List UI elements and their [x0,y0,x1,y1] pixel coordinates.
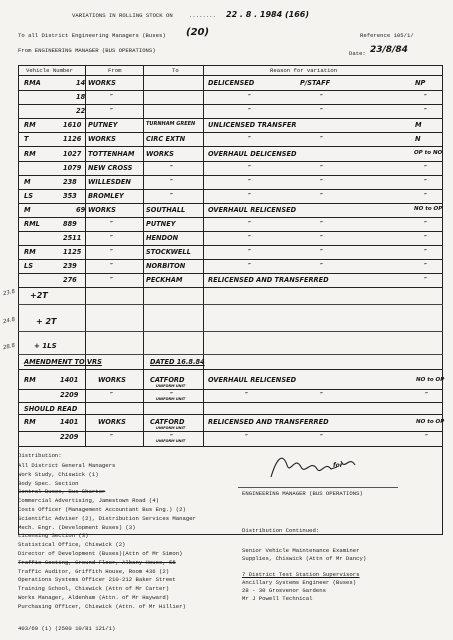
row-from: WORKS [88,79,116,87]
row-reason-2: ″ [320,234,323,243]
distribution-item: Scientific Adviser (2), Distribution Services Manager [18,514,196,522]
row-reason: OVERHAUL DELICENSED [208,149,297,158]
rule-a [18,304,443,305]
row-number: 889 [63,220,77,228]
row-note: ″ [424,234,427,243]
am-row1-reason: OVERHAUL RELICENSED [208,376,297,384]
rule-b [18,331,443,332]
row-reason: RELICENSED AND TRANSFERRED [208,276,329,285]
row-number: 69 [76,205,86,214]
row-rule [18,245,443,246]
am-row3-to: CATFORD [150,418,185,426]
to-line: To all District Engineering Managers (Buses) [18,32,166,39]
am-row3-class: RM [24,418,36,426]
distribution-item: Traffic Costing, Ground Floor, Albany House, 55 [18,558,176,566]
am-row2-to-sub: UNIFORM UNIT [156,397,186,401]
am-row1-number: 1401 [60,376,79,384]
row-note: ″ [424,220,427,228]
report-date: 22 . 8 . 1984 (166) [226,10,309,19]
row-to: SOUTHALL [146,205,186,214]
reference: Reference 105/1/ [360,32,414,39]
distribution-item: Works Manager, Aldenham (Attn. of Mr Hayward) [18,594,170,601]
row-to: NORBITON [146,262,186,271]
row-note: ″ [424,262,427,271]
distribution-item: Operations Systems Officer 210-212 Baker Street [18,576,176,584]
row-reason-2: ″ [320,248,323,257]
continued-heading: Distribution Continued: [242,527,320,534]
row-from: BROMLEY [88,191,124,200]
distribution-item: Purchasing Officer, Chiswick (Attn. of Mr Hillier) [18,602,186,610]
row-note: ″ [424,93,427,102]
title-dots: ........ [189,12,216,19]
row-reason: ″ [248,163,251,172]
signature-title: ENGINEERING MANAGER (BUS OPERATIONS) [242,490,363,497]
distribution-continued-item: Ancillary Systems Engineer (Buses) [242,579,357,586]
row-to: ″ [170,177,173,186]
margin-date-2: 24.8 [2,316,16,326]
distribution-continued-item: Senior Vehicle Maintenance Examiner [242,547,360,554]
distribution-continued-item: 28 - 30 Grosvenor Gardens [242,587,326,594]
row-number: 276 [63,276,77,285]
row-rule [18,90,443,91]
row-reason: ″ [248,191,251,200]
row-rule [18,259,443,260]
row-class: M [24,205,31,214]
row-to: PECKHAM [146,276,183,285]
distribution-continued-item: 7 District Test Station Supervisors [242,571,360,578]
distribution-item: Traffic Auditor, Griffith House, Room 436 (2) [18,567,170,575]
distribution-item: Central Buses, Bus Charter [18,488,106,496]
row-from: ″ [110,276,113,285]
row-number: 1027 [63,149,82,158]
row-note: ″ [424,276,427,285]
date-value: 23/8/84 [370,45,408,55]
am-row1-to: CATFORD [150,376,185,384]
row-rule [18,189,443,190]
row-number: 18 [76,93,86,102]
am-row3-from: WORKS [98,418,126,426]
row-class: LS [24,191,33,200]
amendment-label: AMENDMENT TO VRS [24,358,102,366]
row-rule [18,161,443,162]
row-from: PUTNEY [88,121,118,130]
distribution-item: Commercial Advertising, Jamestown Road (4) [18,497,159,505]
am-row1-to-sub: UNIFORM UNIT [156,384,186,388]
row-class: RM [24,121,36,130]
rule-e [18,389,443,390]
am-row3-number: 1401 [60,418,79,426]
am-row4-number: 2209 [60,433,79,441]
distribution-item: Licensing Section (3) [18,532,89,540]
row-note: ″ [424,107,427,116]
should-read: SHOULD READ [24,405,78,413]
signature-line [238,487,398,488]
am-row1-from: WORKS [98,376,126,384]
row-class: M [24,177,31,186]
row-to: TURNHAM GREEN [146,121,196,128]
row-rule [18,203,443,204]
row-from: ″ [110,234,113,243]
row-reason-2: ″ [320,135,323,144]
row-to: CIRC EXTN [146,135,186,144]
amendment-dated: DATED 16.8.84 [150,358,205,366]
row-number: 239 [63,262,77,271]
col-header-from: From [108,67,122,74]
row-note: NP [415,79,426,87]
row-reason: ″ [248,107,251,116]
row-note: ″ [424,163,427,172]
row-from: WILLESDEN [88,177,131,186]
row-number: 2511 [63,234,82,243]
am-row1-class: RM [24,376,36,384]
row-reason: ″ [248,135,251,144]
am-row4-to: ″ [170,433,173,441]
row-from: ″ [110,248,113,257]
am-row4-reason: ″ [245,433,248,441]
rule-h [18,431,443,432]
row-reason-2: ″ [320,220,323,228]
am-row2-to: ″ [170,391,173,399]
am-row2-reason-2: ″ [320,391,323,399]
distribution-item: All District General Managers [18,462,116,469]
am-row3-to-sub: UNIFORM UNIT [156,426,186,430]
am-row4-note: ″ [425,433,428,441]
distribution-heading: Distribution: [18,452,62,459]
col-header-reason: Reason for variation [270,67,338,74]
row-rule [18,217,443,218]
am-row2-from: ″ [110,391,113,399]
row-class: RM [24,149,36,158]
from-line: From ENGINEERING MANAGER (BUS OPERATIONS) [18,47,156,54]
date-label: Date: [349,50,366,57]
am-row3-reason: RELICENSED AND TRANSFERRED [208,418,329,426]
row-rule [18,118,443,119]
rule-d [18,369,443,370]
row-rule [18,287,443,288]
row-number: 238 [63,177,77,186]
am-row4-from: ″ [110,433,113,441]
row-number: 1079 [63,163,82,172]
row-class: RML [24,220,40,228]
row-rule [18,231,443,232]
am-row2-reason: ″ [245,391,248,399]
row-to: ″ [170,163,173,172]
row-reason: ″ [248,248,251,257]
row-from: TOTTENHAM [88,149,135,158]
row-class: T [24,135,29,144]
col-header-vehicle: Vehicle Number [26,67,73,74]
row-reason-2: ″ [320,177,323,186]
row-reason: ″ [248,93,251,102]
row-from: ″ [110,93,113,102]
am-row2-number: 2209 [60,391,79,399]
row-number: 22 [76,107,86,116]
row-reason: ″ [248,220,251,228]
row-class: RM [24,248,36,257]
row-number: 14 [76,79,86,87]
row-note: NO to OP [414,205,443,212]
row-from: ″ [110,107,113,116]
row-reason: DELICENSED [208,79,255,87]
margin-note-3: + 1LS [34,342,57,350]
distribution-continued-item: Mr J Powell Technical [242,595,313,602]
margin-date-1: 23.8 [2,288,16,298]
signature-for: for [333,462,343,469]
distribution-item: Body Spec. Section [18,479,79,487]
rule-g [18,414,443,415]
row-reason: ″ [248,234,251,243]
row-reason-2: ″ [320,107,323,116]
footer-code: 403/69 (1) (2500 10/81 121/1) [18,625,116,632]
am-row3-note: NO to OP [416,419,445,425]
margin-date-3: 28.8 [2,342,16,352]
row-note: ″ [424,191,427,200]
row-from: ″ [110,262,113,271]
row-rule [18,104,443,105]
rule-i [18,446,443,447]
row-reason: ″ [248,177,251,186]
margin-note-1: +2T [30,291,48,300]
table-top-rule [18,65,443,66]
row-rule [18,175,443,176]
am-row1-note: NO to OP [416,377,445,383]
row-rule [18,273,443,274]
row-note: M [415,121,422,130]
row-from: WORKS [88,135,116,144]
row-reason-2: ″ [320,262,323,271]
distribution-item: Costs Officer (Management Accountant Bus Eng.) (2) [18,506,186,513]
rule-f [18,402,443,403]
row-class: LS [24,262,33,271]
form-title: VARIATIONS IN ROLLING STOCK ON [72,12,173,19]
row-reason-2: P/STAFF [300,79,331,87]
to-number: (20) [186,27,210,38]
rule-c [18,354,443,355]
row-reason-2: ″ [320,93,323,102]
row-class: RMA [24,79,41,87]
row-to: PUTNEY [146,220,176,228]
am-row2-note: ″ [425,391,428,399]
row-number: 1610 [63,121,82,130]
row-number: 1126 [63,135,82,144]
distribution-item: Training School, Chiswick (Attn of Mr Carter) [18,585,170,593]
row-to: ″ [170,191,173,200]
row-note: ″ [424,248,427,257]
row-number: 1125 [63,248,82,257]
am-row4-reason-2: ″ [320,433,323,441]
row-number: 353 [63,191,77,200]
row-from: WORKS [88,205,116,214]
table-header-rule [18,75,443,76]
distribution-continued-item: Supplies, Chiswick (Attn of Mr Dancy) [242,555,367,562]
row-rule [18,132,443,133]
row-to: STOCKWELL [146,248,191,257]
row-note: N [415,135,421,144]
row-note: OP to NO [414,149,443,156]
margin-note-2: + 2T [36,317,57,326]
row-to: HENDON [146,234,179,243]
row-reason: OVERHAUL RELICENSED [208,205,297,214]
row-from: NEW CROSS [88,163,133,172]
distribution-item: Work Study, Chiswick (1) [18,470,99,478]
am-row4-to-sub: UNIFORM UNIT [156,439,186,443]
distribution-item: Mech. Engr. (Development Buses) (3) [18,523,136,531]
row-rule [18,146,443,147]
distribution-item: Director of Development (Buses)(Attn of Mr Simon) [18,550,183,557]
row-reason-2: ″ [320,163,323,172]
row-note: ″ [424,177,427,186]
row-reason: UNLICENSED TRANSFER [208,121,297,130]
row-from: ″ [110,220,113,228]
row-reason: ″ [248,262,251,271]
table-right-border [442,65,443,535]
row-reason-2: ″ [320,191,323,200]
distribution-item: Statistical Office, Chiswick (2) [18,541,126,549]
row-to: WORKS [146,149,174,158]
signature [265,447,375,487]
col-header-to: To [172,67,179,74]
